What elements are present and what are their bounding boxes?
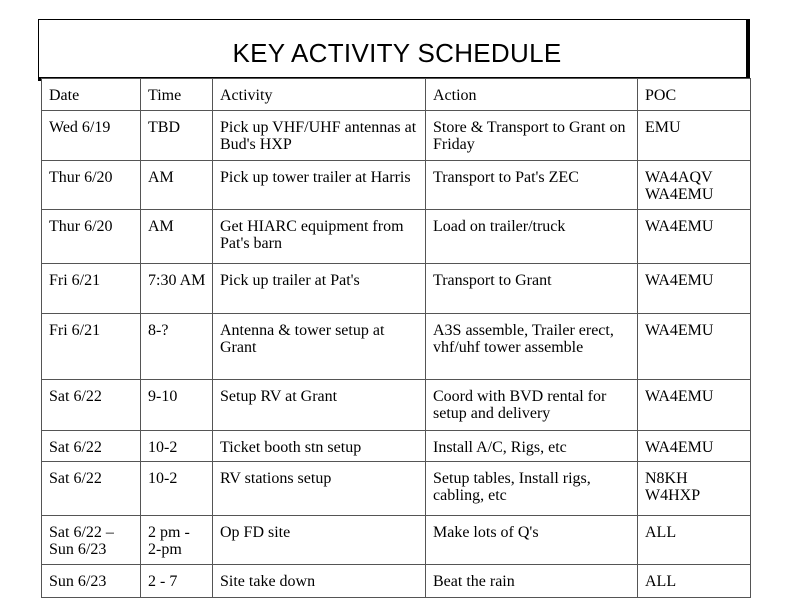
- cell-action: Coord with BVD rental for setup and delivery: [426, 380, 638, 431]
- cell-time: 2 - 7: [141, 565, 213, 598]
- cell-activity: Pick up trailer at Pat's: [213, 264, 426, 314]
- table-row: [42, 462, 751, 516]
- table-row: [42, 380, 751, 431]
- cell-activity: Setup RV at Grant: [213, 380, 426, 431]
- cell-time: AM: [141, 161, 213, 210]
- cell-poc: ALL: [638, 565, 751, 598]
- cell-time: 7:30 AM: [141, 264, 213, 314]
- cell-action: Install A/C, Rigs, etc: [426, 431, 638, 462]
- cell-action: Transport to Grant: [426, 264, 638, 314]
- cell-activity: Antenna & tower setup at Grant: [213, 314, 426, 380]
- cell-action: Setup tables, Install rigs, cabling, etc: [426, 462, 638, 516]
- table-row: [42, 161, 751, 210]
- header-poc: POC: [638, 79, 751, 111]
- cell-activity: Get HIARC equipment from Pat's barn: [213, 210, 426, 264]
- cell-time: 10-2: [141, 462, 213, 516]
- cell-poc: EMU: [638, 111, 751, 161]
- cell-date: Wed 6/19: [42, 111, 141, 161]
- cell-date: Fri 6/21: [42, 314, 141, 380]
- cell-action: Transport to Pat's ZEC: [426, 161, 638, 210]
- cell-activity: Pick up tower trailer at Harris: [213, 161, 426, 210]
- cell-date: Sat 6/22: [42, 462, 141, 516]
- header-row: [42, 79, 751, 111]
- header-time: Time: [141, 79, 213, 111]
- cell-action: Load on trailer/truck: [426, 210, 638, 264]
- cell-time: 8-?: [141, 314, 213, 380]
- header-date: Date: [42, 79, 141, 111]
- cell-time: TBD: [141, 111, 213, 161]
- cell-activity: Site take down: [213, 565, 426, 598]
- cell-action: Make lots of Q's: [426, 516, 638, 565]
- table-row: [42, 431, 751, 462]
- cell-poc: WA4EMU: [638, 210, 751, 264]
- table-row: [42, 565, 751, 598]
- cell-date: Thur 6/20: [42, 210, 141, 264]
- cell-time: 2 pm - 2-pm: [141, 516, 213, 565]
- cell-time: 10-2: [141, 431, 213, 462]
- table-row: [42, 314, 751, 380]
- schedule-table: [41, 78, 751, 598]
- table-row: [42, 516, 751, 565]
- cell-date: Thur 6/20: [42, 161, 141, 210]
- page-title: KEY ACTIVITY SCHEDULE: [232, 38, 562, 68]
- table-row: [42, 264, 751, 314]
- cell-time: 9-10: [141, 380, 213, 431]
- cell-activity: Op FD site: [213, 516, 426, 565]
- cell-time: AM: [141, 210, 213, 264]
- cell-poc: WA4EMU: [638, 431, 751, 462]
- cell-date: Sun 6/23: [42, 565, 141, 598]
- cell-poc: WA4EMU: [638, 314, 751, 380]
- table-row: [42, 210, 751, 264]
- table-row: [42, 111, 751, 161]
- cell-date: Fri 6/21: [42, 264, 141, 314]
- cell-poc: WA4AQV WA4EMU: [638, 161, 751, 210]
- cell-activity: Pick up VHF/UHF antennas at Bud's HXP: [213, 111, 426, 161]
- cell-activity: Ticket booth stn setup: [213, 431, 426, 462]
- cell-poc: WA4EMU: [638, 380, 751, 431]
- cell-date: Sat 6/22 – Sun 6/23: [42, 516, 141, 565]
- cell-poc: WA4EMU: [638, 264, 751, 314]
- cell-poc: ALL: [638, 516, 751, 565]
- cell-activity: RV stations setup: [213, 462, 426, 516]
- cell-date: Sat 6/22: [42, 431, 141, 462]
- cell-poc: N8KH W4HXP: [638, 462, 751, 516]
- cell-date: Sat 6/22: [42, 380, 141, 431]
- cell-action: A3S assemble, Trailer erect, vhf/uhf tower assemble: [426, 314, 638, 380]
- cell-action: Beat the rain: [426, 565, 638, 598]
- cell-action: Store & Transport to Grant on Friday: [426, 111, 638, 161]
- header-activity: Activity: [213, 79, 426, 111]
- header-action: Action: [426, 79, 638, 111]
